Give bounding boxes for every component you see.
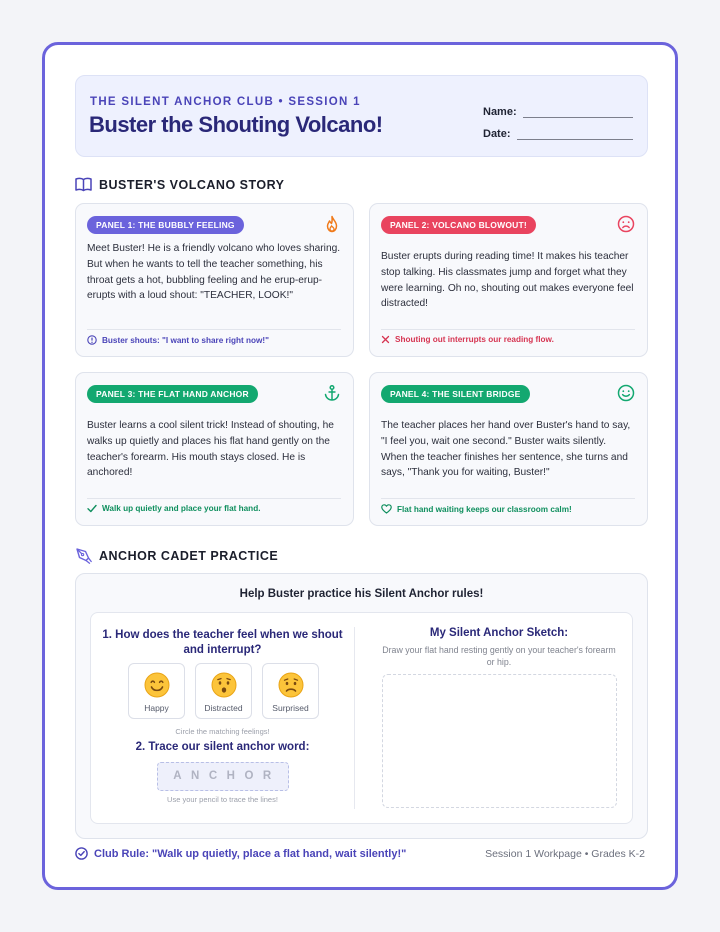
info-icon [87,335,97,345]
question-2: 2. Trace our silent anchor word: [135,741,310,753]
club-rule [75,847,406,860]
heart-icon [381,504,392,514]
sketch-title: My Silent Anchor Sketch: [429,627,569,639]
panel-1-footer [87,329,341,345]
story-panel-4 [369,372,648,526]
date-label: Date: [483,128,511,140]
practice-divider [354,627,355,809]
question-1: 1. How does the teacher feel when we shout and interrupt? [102,629,343,656]
feeling-surprised[interactable] [262,663,319,719]
anchor-icon [323,384,341,402]
practice-inner-card [90,612,633,824]
feeling-distracted-label: Distracted [204,703,243,713]
trace-word-box[interactable]: ANCHOR [157,762,289,791]
flame-icon [323,215,341,233]
session-meta: Session 1 Workpage • Grades K-2 [485,847,645,860]
name-label: Name: [483,106,517,118]
story-panel-1 [75,203,354,357]
practice-intro: Help Buster practice his Silent Anchor rules! [239,588,484,600]
feeling-surprised-label: Surprised [272,703,309,713]
date-line[interactable] [517,128,633,140]
page-title: Buster the Shouting Volcano! [89,112,383,137]
panel-2-label: PANEL 2: VOLCANO BLOWOUT! [381,216,536,234]
question-2-hint: Use your pencil to trace the lines! [167,795,278,804]
panel-2-text: Buster erupts during reading time! It makes his teacher stop talking. His classmates jump and forget what they were learning. Oh no, shouting out makes everyone feel distracted! [381,251,634,310]
pen-icon [75,547,92,564]
feeling-distracted[interactable] [195,663,252,719]
practice-heading [75,547,278,564]
x-icon [381,335,390,344]
feeling-happy[interactable] [128,663,185,719]
surprised-emoji-icon [278,672,304,698]
book-icon [75,177,92,192]
panel-1-text: Meet Buster! He is a friendly volcano who loves sharing. But when he wants to tell the teacher something, his throat gets a hot, bubbling feeling and he erup-erup-erupts with a loud shout: "TEACHER, LOOK!" [87,243,341,302]
story-heading-text: BUSTER'S VOLCANO STORY [99,177,285,192]
header-card [75,75,648,157]
panel-4-text: The teacher places her hand over Buster's hand to say, "I feel you, wait one second." Buster waits silently. When the teacher finishes her sentence, she turns and says, "Thank you for waiting, Buster!" [381,420,631,479]
distracted-emoji-icon [211,672,237,698]
feelings-options [128,663,329,719]
sketch-instructions: Draw your flat hand resting gently on your teacher's forearm or hip. [382,645,616,667]
practice-heading-text: ANCHOR CADET PRACTICE [99,548,279,563]
question-1-hint: Circle the matching feelings! [175,727,270,736]
name-date-fields [483,98,633,142]
story-heading [75,177,285,192]
panel-4-footer-text: Flat hand waiting keeps our classroom calm! [397,504,572,514]
check-circle-icon [75,847,88,860]
page-footer [75,847,645,860]
panel-4-footer [381,498,635,514]
panel-1-label: PANEL 1: THE BUBBLY FEELING [87,216,244,234]
worksheet-page [42,42,678,890]
feeling-happy-label: Happy [144,703,169,713]
check-icon [87,504,97,513]
panel-3-footer-text: Walk up quietly and place your flat hand. [102,504,261,513]
name-field[interactable] [483,98,633,118]
name-line[interactable] [523,106,633,118]
story-panel-2 [369,203,648,357]
panel-3-footer [87,498,341,513]
club-rule-text: Club Rule: "Walk up quietly, place a flat hand, wait silently!" [94,847,407,860]
happy-emoji-icon [144,672,170,698]
panel-2-footer [381,329,635,344]
panel-3-label: PANEL 3: THE FLAT HAND ANCHOR [87,385,258,403]
practice-card [75,573,648,839]
sketch-drawing-area[interactable] [382,674,617,808]
panel-1-footer-text: Buster shouts: "I want to share right now!" [102,335,269,345]
date-field[interactable] [483,120,633,140]
panel-4-label: PANEL 4: THE SILENT BRIDGE [381,385,530,403]
panel-2-footer-text: Shouting out interrupts our reading flow. [395,335,554,344]
sad-face-icon [617,215,635,233]
story-panel-3 [75,372,354,526]
panel-3-text: Buster learns a cool silent trick! Instead of shouting, he walks up quietly and places his flat hand gently on the teacher's forearm. His mouth stays closed. He is anchored! [87,420,334,479]
club-subtitle: THE SILENT ANCHOR CLUB • SESSION 1 [90,96,361,108]
smile-face-icon [617,384,635,402]
